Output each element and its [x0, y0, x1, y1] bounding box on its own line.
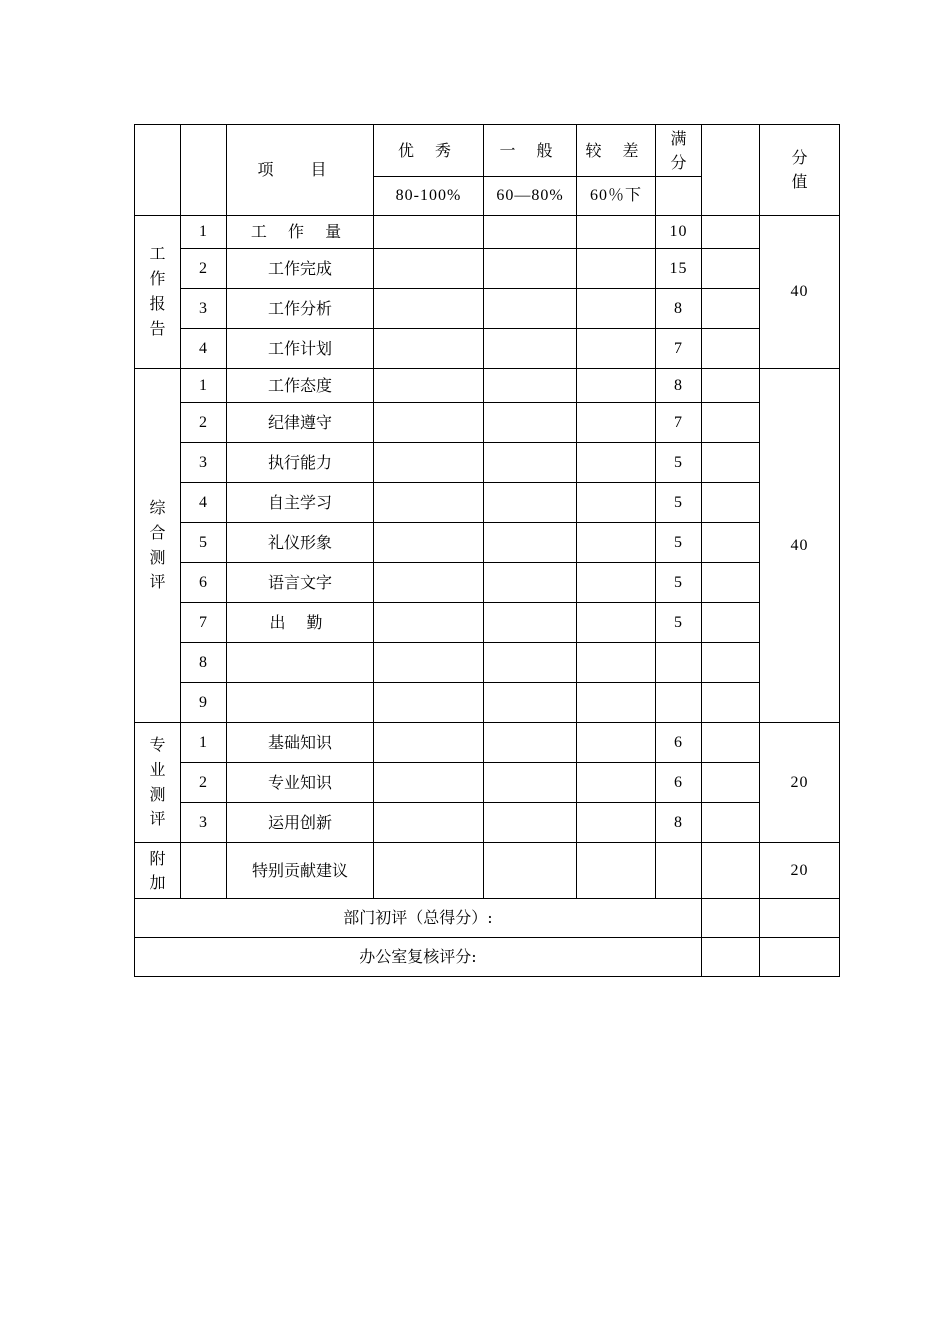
header-blank-1	[135, 125, 181, 216]
extra-full	[656, 843, 702, 899]
row-item: 工作态度	[227, 369, 374, 403]
section-weight: 40	[760, 216, 840, 369]
sections-body	[135, 216, 840, 843]
extra-weight: 20	[760, 843, 840, 899]
cell-average[interactable]	[484, 563, 577, 603]
row-number: 8	[181, 643, 227, 683]
row-score-input[interactable]	[702, 483, 760, 523]
row-full-score: 7	[656, 329, 702, 369]
cell-poor[interactable]	[577, 249, 656, 289]
cell-excellent[interactable]	[374, 803, 484, 843]
cell-poor[interactable]	[577, 329, 656, 369]
cell-average[interactable]	[484, 603, 577, 643]
cell-average[interactable]	[484, 483, 577, 523]
row-item: 工作分析	[227, 289, 374, 329]
cell-excellent[interactable]	[374, 249, 484, 289]
dept-initial-blank	[760, 899, 840, 938]
header-average: 一 般	[484, 125, 577, 177]
cell-poor[interactable]	[577, 523, 656, 563]
cell-average[interactable]	[484, 643, 577, 683]
row-score-input[interactable]	[702, 329, 760, 369]
row-item	[227, 643, 374, 683]
row-score-input[interactable]	[702, 249, 760, 289]
cell-average[interactable]	[484, 369, 577, 403]
row-item: 执行能力	[227, 443, 374, 483]
cell-average[interactable]	[484, 403, 577, 443]
cell-poor[interactable]	[577, 289, 656, 329]
row-item	[227, 683, 374, 723]
row-item: 专业知识	[227, 763, 374, 803]
header-score-blank	[702, 125, 760, 216]
row-number: 4	[181, 329, 227, 369]
range-excellent: 80-100%	[374, 177, 484, 216]
header-poor: 较 差	[577, 125, 656, 177]
extra-score[interactable]	[702, 843, 760, 899]
cell-excellent[interactable]	[374, 723, 484, 763]
row-item: 基础知识	[227, 723, 374, 763]
cell-excellent[interactable]	[374, 523, 484, 563]
cell-average[interactable]	[484, 803, 577, 843]
row-full-score: 6	[656, 723, 702, 763]
row-number: 2	[181, 403, 227, 443]
row-number: 6	[181, 563, 227, 603]
cell-excellent[interactable]	[374, 483, 484, 523]
section-label: 专业测评	[135, 723, 181, 843]
cell-excellent[interactable]	[374, 216, 484, 249]
table-row	[135, 683, 840, 723]
row-item: 工作计划	[227, 329, 374, 369]
cell-poor[interactable]	[577, 683, 656, 723]
header-weight: 分值	[760, 125, 840, 216]
row-full-score: 15	[656, 249, 702, 289]
row-full-score: 5	[656, 443, 702, 483]
table-row	[135, 443, 840, 483]
cell-poor[interactable]	[577, 643, 656, 683]
row-score-input[interactable]	[702, 563, 760, 603]
table-row	[135, 603, 840, 643]
office-review-score[interactable]	[702, 938, 760, 977]
row-number: 1	[181, 216, 227, 249]
cell-average[interactable]	[484, 723, 577, 763]
table-row	[135, 763, 840, 803]
row-score-input[interactable]	[702, 289, 760, 329]
header-excellent: 优 秀	[374, 125, 484, 177]
cell-poor[interactable]	[577, 763, 656, 803]
cell-poor[interactable]	[577, 803, 656, 843]
cell-excellent[interactable]	[374, 683, 484, 723]
header-item: 项 目	[227, 125, 374, 216]
table-row	[135, 403, 840, 443]
cell-poor[interactable]	[577, 369, 656, 403]
row-item: 工作完成	[227, 249, 374, 289]
row-score-input[interactable]	[702, 403, 760, 443]
cell-excellent[interactable]	[374, 563, 484, 603]
cell-poor[interactable]	[577, 603, 656, 643]
row-number: 3	[181, 803, 227, 843]
table-row	[135, 249, 840, 289]
row-number: 2	[181, 249, 227, 289]
row-score-input[interactable]	[702, 216, 760, 249]
section-label: 工作报告	[135, 216, 181, 369]
row-number: 5	[181, 523, 227, 563]
cell-average[interactable]	[484, 523, 577, 563]
table-row	[135, 563, 840, 603]
table-row	[135, 723, 840, 763]
row-full-score: 8	[656, 803, 702, 843]
row-score-input[interactable]	[702, 803, 760, 843]
row-score-input[interactable]	[702, 369, 760, 403]
row-item: 运用创新	[227, 803, 374, 843]
extra-no	[181, 843, 227, 899]
row-number: 9	[181, 683, 227, 723]
range-poor: 60％下	[577, 177, 656, 216]
table-row	[135, 329, 840, 369]
row-number: 1	[181, 723, 227, 763]
cell-excellent[interactable]	[374, 643, 484, 683]
row-full-score	[656, 643, 702, 683]
row-score-input[interactable]	[702, 443, 760, 483]
header-full-score: 满分	[656, 125, 702, 177]
row-full-score: 8	[656, 369, 702, 403]
table-row	[135, 483, 840, 523]
row-full-score: 8	[656, 289, 702, 329]
cell-poor[interactable]	[577, 483, 656, 523]
cell-average[interactable]	[484, 249, 577, 289]
range-average: 60—80%	[484, 177, 577, 216]
dept-initial-score[interactable]	[702, 899, 760, 938]
cell-average[interactable]	[484, 683, 577, 723]
row-full-score: 5	[656, 483, 702, 523]
extra-cell-poor[interactable]	[577, 843, 656, 899]
row-number: 7	[181, 603, 227, 643]
row-full-score	[656, 683, 702, 723]
row-item: 自主学习	[227, 483, 374, 523]
cell-excellent[interactable]	[374, 329, 484, 369]
row-score-input[interactable]	[702, 763, 760, 803]
cell-average[interactable]	[484, 329, 577, 369]
row-full-score: 5	[656, 563, 702, 603]
cell-excellent[interactable]	[374, 443, 484, 483]
row-number: 4	[181, 483, 227, 523]
row-full-score: 5	[656, 603, 702, 643]
row-number: 3	[181, 289, 227, 329]
row-item: 语言文字	[227, 563, 374, 603]
cell-excellent[interactable]	[374, 763, 484, 803]
extra-cell-excellent[interactable]	[374, 843, 484, 899]
row-full-score: 6	[656, 763, 702, 803]
row-score-input[interactable]	[702, 643, 760, 683]
table-row	[135, 289, 840, 329]
row-number: 3	[181, 443, 227, 483]
cell-excellent[interactable]	[374, 403, 484, 443]
row-score-input[interactable]	[702, 523, 760, 563]
section-label: 综合测评	[135, 369, 181, 723]
office-review-blank	[760, 938, 840, 977]
row-score-input[interactable]	[702, 603, 760, 643]
extra-item: 特别贡献建议	[227, 843, 374, 899]
cell-average[interactable]	[484, 216, 577, 249]
dept-initial-label: 部门初评（总得分）:	[135, 899, 702, 938]
row-full-score: 7	[656, 403, 702, 443]
row-item: 出 勤	[227, 603, 374, 643]
table-row	[135, 523, 840, 563]
evaluation-form-table	[134, 124, 840, 977]
table-row	[135, 803, 840, 843]
cell-average[interactable]	[484, 763, 577, 803]
row-number: 2	[181, 763, 227, 803]
cell-poor[interactable]	[577, 723, 656, 763]
header-blank-2	[181, 125, 227, 216]
cell-poor[interactable]	[577, 443, 656, 483]
header-full-blank	[656, 177, 702, 216]
row-number: 1	[181, 369, 227, 403]
extra-label: 附加	[135, 843, 181, 899]
section-weight: 20	[760, 723, 840, 843]
cell-poor[interactable]	[577, 563, 656, 603]
cell-excellent[interactable]	[374, 369, 484, 403]
extra-cell-average[interactable]	[484, 843, 577, 899]
cell-excellent[interactable]	[374, 603, 484, 643]
table-row	[135, 643, 840, 683]
cell-poor[interactable]	[577, 403, 656, 443]
row-item: 礼仪形象	[227, 523, 374, 563]
cell-average[interactable]	[484, 443, 577, 483]
cell-excellent[interactable]	[374, 289, 484, 329]
row-full-score: 10	[656, 216, 702, 249]
table-row	[135, 369, 840, 403]
office-review-label: 办公室复核评分:	[135, 938, 702, 977]
cell-poor[interactable]	[577, 216, 656, 249]
cell-average[interactable]	[484, 289, 577, 329]
section-weight: 40	[760, 369, 840, 723]
row-score-input[interactable]	[702, 683, 760, 723]
row-item: 纪律遵守	[227, 403, 374, 443]
row-item: 工 作 量	[227, 216, 374, 249]
table-row	[135, 216, 840, 249]
row-full-score: 5	[656, 523, 702, 563]
row-score-input[interactable]	[702, 723, 760, 763]
